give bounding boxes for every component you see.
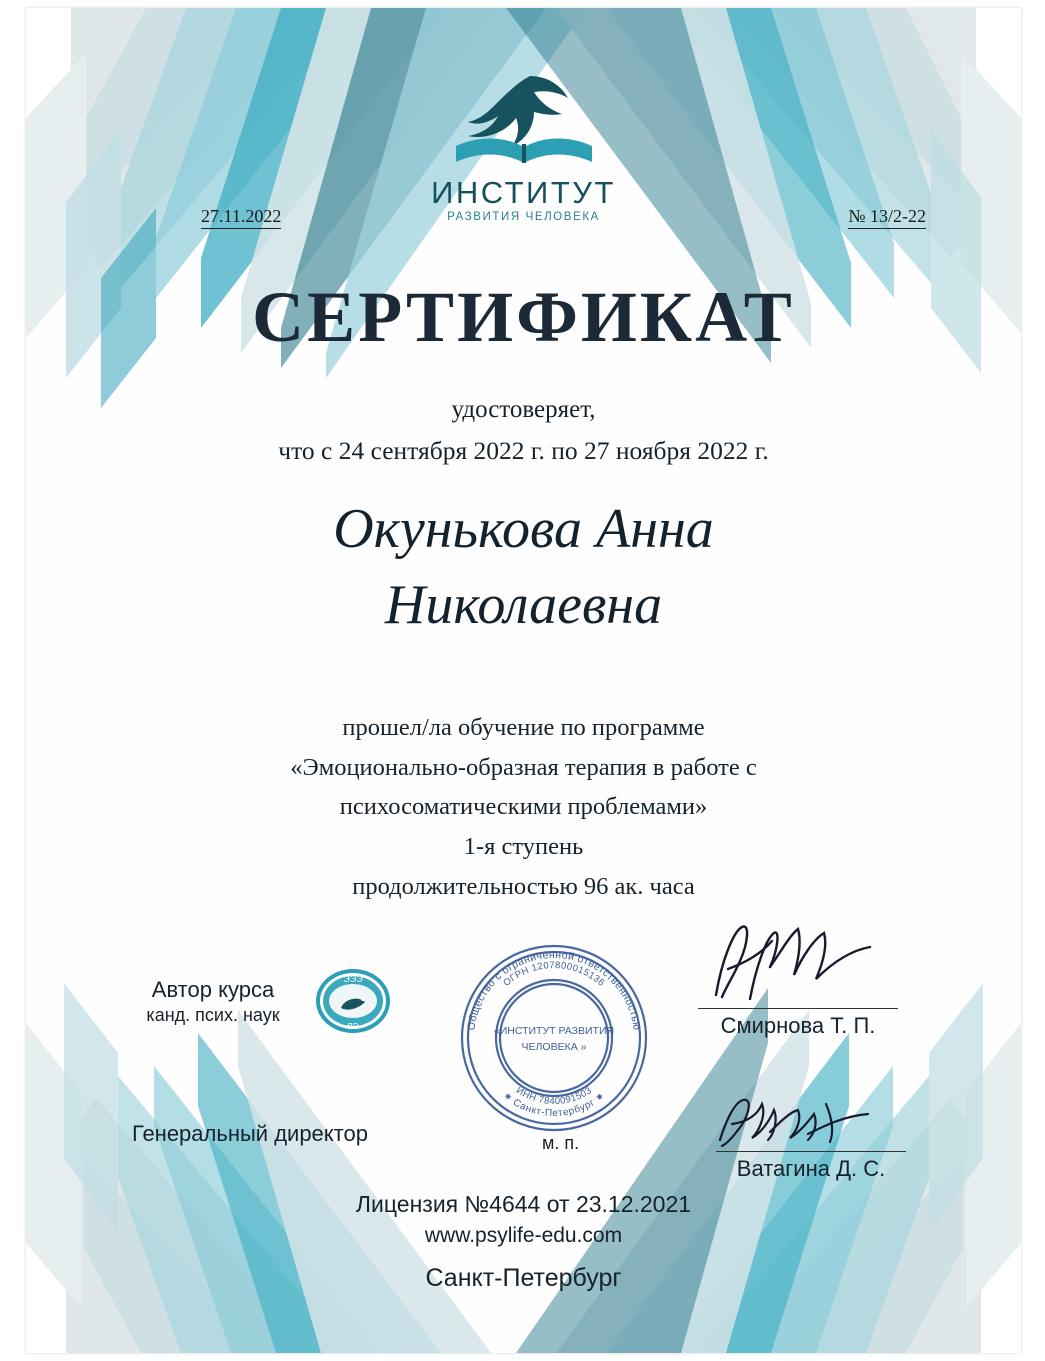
bird-over-book-icon: [434, 70, 614, 170]
logo-subtitle: РАЗВИТИЯ ЧЕЛОВЕКА: [447, 211, 600, 223]
signature-vatagina: [704, 1088, 894, 1160]
official-stamp: [454, 938, 654, 1138]
svg-text:ЧЕЛОВЕКА »: ЧЕЛОВЕКА »: [521, 1041, 587, 1053]
svg-text:ВР: ВР: [347, 1022, 359, 1031]
svg-text:«ИНСТИТУТ РАЗВИТИЯ: «ИНСТИТУТ РАЗВИТИЯ: [493, 1025, 615, 1037]
institute-logo: [409, 70, 639, 223]
author-label-line1: Автор курса: [151, 977, 275, 1002]
director-name: Ватагина Д. С.: [716, 1151, 906, 1182]
svg-text:Общество с ограниченной ответс: Общество с ограниченной ответственностью: [465, 948, 643, 1032]
issue-date: 27.11.2022: [201, 206, 281, 229]
program-line-4: 1-я ступень: [463, 833, 584, 861]
program-line-3: психосоматическими проблемами»: [339, 793, 708, 821]
stamp-label: м. п.: [542, 1133, 580, 1153]
signature-smirnova: [698, 913, 898, 1013]
city-text: Санкт-Петербург: [425, 1264, 622, 1292]
author-label: [133, 976, 293, 1026]
period-text: что с 24 сентября 2022 г. по 27 ноября 2022 г.: [278, 436, 769, 465]
program-line-1: прошел/ла обучение по программе: [342, 714, 705, 741]
recipient-name-line1: Окунькова Анна: [333, 498, 714, 560]
author-name: Смирнова Т. П.: [698, 1008, 898, 1039]
program-line-5: продолжительностью 96 ак. часа: [352, 872, 695, 900]
attests-text: удостоверяет,: [451, 396, 596, 423]
svg-text:ОГРН 1207800015136: ОГРН 1207800015136: [501, 959, 607, 989]
footer: [26, 1191, 1021, 1293]
recipient-name: [26, 491, 1021, 643]
website-text: www.psylife-edu.com: [424, 1224, 623, 1247]
license-text: Лицензия №4644 от 23.12.2021: [355, 1191, 692, 1217]
program-description: [26, 708, 1021, 906]
program-line-2: «Эмоционально-образная терапия в работе с: [290, 753, 757, 781]
logo-title: ИНСТИТУТ: [431, 175, 616, 210]
author-label-line2: канд. псих. наук: [146, 1004, 280, 1025]
association-badge-icon: [315, 968, 391, 1034]
svg-text:ИНН 7840091503: ИНН 7840091503: [514, 1085, 595, 1108]
recipient-name-line2: Николаевна: [384, 574, 663, 637]
svg-text:✷ Санкт-Петербург ✷: ✷ Санкт-Петербург ✷: [500, 1090, 608, 1120]
page-title: СЕРТИФИКАТ: [252, 277, 795, 357]
certificate-number: № 13/2-22: [848, 206, 926, 229]
certificate-sheet: [26, 8, 1021, 1353]
svg-text:ЭЭЭ: ЭЭЭ: [343, 974, 363, 984]
director-label: Генеральный директор: [132, 1121, 368, 1146]
